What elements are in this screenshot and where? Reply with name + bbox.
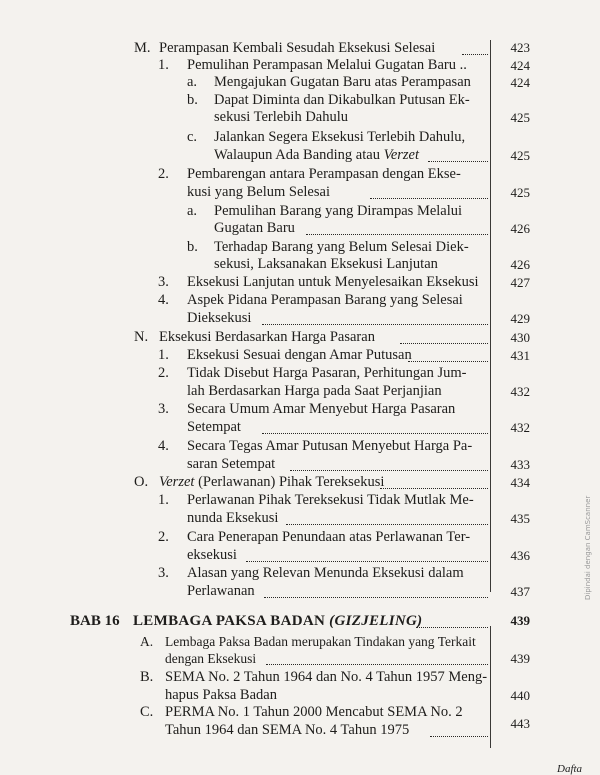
page-number: 436 <box>510 548 530 563</box>
toc-entry-N2-cont[interactable]: lah Berdasarkan Harga pada Saat Perjanjian <box>187 383 442 399</box>
leader-dots <box>266 663 488 665</box>
page-number: 425 <box>510 185 530 200</box>
toc-right-rule-bab <box>490 626 491 748</box>
chapter-item-label-C: C. <box>140 704 154 720</box>
toc-entry-M2a-cont[interactable]: Gugatan Baru <box>214 220 295 236</box>
toc-label-O: O. <box>134 474 149 490</box>
toc-entry-M1b-cont[interactable]: sekusi Terlebih Dahulu <box>214 109 349 125</box>
page-number: 426 <box>510 221 530 236</box>
leader-dots <box>286 523 488 525</box>
toc-entry-O1-cont[interactable]: nunda Eksekusi <box>187 510 279 526</box>
toc-entry-N3-cont[interactable]: Setempat <box>187 419 241 435</box>
leader-dots <box>428 160 488 162</box>
page-number: 430 <box>510 330 530 345</box>
toc-entry-M2b-cont[interactable]: sekusi, Laksanakan Eksekusi Lanjutan <box>214 256 438 272</box>
toc-entry-M1a[interactable]: Mengajukan Gugatan Baru atas Perampasan <box>214 74 471 90</box>
toc-entry-O2-cont[interactable]: eksekusi <box>187 547 237 563</box>
leader-dots <box>370 197 488 199</box>
toc-entry-N3[interactable]: Secara Umum Amar Menyebut Harga Pasaran <box>187 401 456 417</box>
toc-label-O3: 3. <box>158 565 169 581</box>
toc-entry-M1c[interactable]: Jalankan Segera Eksekusi Terlebih Dahulu, <box>214 129 466 145</box>
toc-entry-M3[interactable]: Eksekusi Lanjutan untuk Menyelesaikan Eksekusi <box>187 274 479 290</box>
toc-entry-O1[interactable]: Perlawanan Pihak Tereksekusi Tidak Mutlak Me- <box>187 492 474 508</box>
page-number: 424 <box>510 58 530 73</box>
leader-dots <box>264 596 488 598</box>
chapter-item-C-cont[interactable]: Tahun 1964 dan SEMA No. 4 Tahun 1975 <box>165 722 410 738</box>
toc-label-M3: 3. <box>158 274 169 290</box>
toc-label-O2: 2. <box>158 529 169 545</box>
leader-dots <box>262 323 488 325</box>
toc-entry-M4[interactable]: Aspek Pidana Perampasan Barang yang Selesai <box>187 292 463 308</box>
page-number: 427 <box>510 275 530 290</box>
toc-entry-O2[interactable]: Cara Penerapan Penundaan atas Perlawanan Ter- <box>187 529 471 545</box>
leader-dots <box>246 560 488 562</box>
leader-dots <box>400 342 488 344</box>
toc-entry-M2b[interactable]: Terhadap Barang yang Belum Selesai Diek- <box>214 239 469 255</box>
chapter-item-C[interactable]: PERMA No. 1 Tahun 2000 Mencabut SEMA No. 2 <box>165 704 463 720</box>
toc-label-N3: 3. <box>158 401 169 417</box>
leader-dots <box>462 53 488 55</box>
toc-label-M1: 1. <box>158 57 169 73</box>
page-number: 432 <box>510 420 530 435</box>
page-number: 429 <box>510 311 530 326</box>
toc-right-rule <box>490 40 491 592</box>
toc-entry-M1[interactable]: Pemulihan Perampasan Melalui Gugatan Baru .. <box>187 57 467 73</box>
toc-entry-text: Walaupun Ada Banding atau <box>214 147 380 163</box>
toc-label-M1c: c. <box>187 129 198 145</box>
toc-label-M2: 2. <box>158 166 169 182</box>
page-number: 433 <box>510 457 530 472</box>
page-number: 435 <box>510 511 530 526</box>
page-number: 437 <box>510 584 530 599</box>
chapter-item-B[interactable]: SEMA No. 2 Tahun 1964 dan No. 4 Tahun 1957 Meng- <box>165 669 488 685</box>
toc-entry-N4[interactable]: Secara Tegas Amar Putusan Menyebut Harga Pa- <box>187 438 473 454</box>
chapter-item-B-cont[interactable]: hapus Paksa Badan <box>165 687 277 703</box>
toc-label-M1a: a. <box>187 74 198 90</box>
toc-label-N4: 4. <box>158 438 169 454</box>
page-number: 431 <box>510 348 530 363</box>
toc-label-N2: 2. <box>158 365 169 381</box>
leader-dots <box>290 469 488 471</box>
toc-entry-M1c-cont[interactable] <box>214 146 419 164</box>
page-number: 439 <box>510 651 530 666</box>
chapter-item-label-B: B. <box>140 669 154 685</box>
page-number: 439 <box>510 613 530 628</box>
page-number: 432 <box>510 384 530 399</box>
toc-entry-M2a[interactable]: Pemulihan Barang yang Dirampas Melalui <box>214 203 463 219</box>
toc-entry-text: (Perlawanan) Pihak Tereksekusi <box>198 474 385 490</box>
page-number: 434 <box>510 475 530 490</box>
toc-label-O1: 1. <box>158 492 169 508</box>
chapter-item-label-A: A. <box>140 634 154 649</box>
toc-label-N: N. <box>134 329 149 345</box>
toc-entry-N4-cont[interactable]: saran Setempat <box>187 456 276 472</box>
toc-label-M2b: b. <box>187 239 198 255</box>
toc-label-M4: 4. <box>158 292 169 308</box>
leader-dots <box>306 233 488 235</box>
page-number: 440 <box>510 688 530 703</box>
chapter-title-italic: (GIZJELING) <box>329 613 423 629</box>
leader-dots <box>416 626 488 628</box>
page-number: 425 <box>510 110 530 125</box>
toc-label-N1: 1. <box>158 347 169 363</box>
toc-label-M1b: b. <box>187 92 198 108</box>
toc-entry-N2[interactable]: Tidak Disebut Harga Pasaran, Perhitungan Jum- <box>187 365 467 381</box>
toc-entry-N1[interactable]: Eksekusi Sesuai dengan Amar Putusan <box>187 347 412 363</box>
running-footer: Dafta <box>557 763 583 775</box>
page-number: 443 <box>510 716 530 731</box>
toc-entry-O3[interactable]: Alasan yang Relevan Menunda Eksekusi dalam <box>187 565 464 581</box>
leader-dots <box>380 487 488 489</box>
chapter-title[interactable] <box>133 612 422 630</box>
toc-entry-italic: Verzet <box>159 474 195 490</box>
chapter-label: BAB 16 <box>70 613 120 629</box>
chapter-item-A[interactable]: Lembaga Paksa Badan merupakan Tindakan yang Terkait <box>165 634 476 649</box>
page-number: 424 <box>510 75 530 90</box>
leader-dots <box>430 735 488 737</box>
toc-entry-M1b[interactable]: Dapat Diminta dan Dikabulkan Putusan Ek- <box>214 92 470 108</box>
toc-entry-M2[interactable]: Pembarengan antara Perampasan dengan Ekse- <box>187 166 461 182</box>
chapter-title-text: LEMBAGA PAKSA BADAN <box>133 613 326 629</box>
leader-dots <box>262 432 488 434</box>
toc-entry-O3-cont[interactable]: Perlawanan <box>187 583 255 599</box>
page-number: 425 <box>510 148 530 163</box>
leader-dots <box>408 360 488 362</box>
chapter-item-A-cont[interactable]: dengan Eksekusi <box>165 651 257 666</box>
page-number: 423 <box>510 40 530 55</box>
toc-entry-M2-cont[interactable]: kusi yang Belum Selesai <box>187 184 330 200</box>
toc-label-M: M. <box>134 40 151 56</box>
toc-entry-N[interactable]: Eksekusi Berdasarkan Harga Pasaran <box>159 329 375 345</box>
toc-entry-M[interactable]: Perampasan Kembali Sesudah Eksekusi Selesai <box>159 40 436 56</box>
scanner-watermark: Dipindai dengan CamScanner <box>584 495 592 600</box>
page-number: 426 <box>510 257 530 272</box>
toc-entry-O[interactable] <box>159 473 384 491</box>
toc-label-M2a: a. <box>187 203 198 219</box>
toc-entry-M4-cont[interactable]: Dieksekusi <box>187 310 252 326</box>
toc-entry-italic: Verzet <box>383 147 420 163</box>
